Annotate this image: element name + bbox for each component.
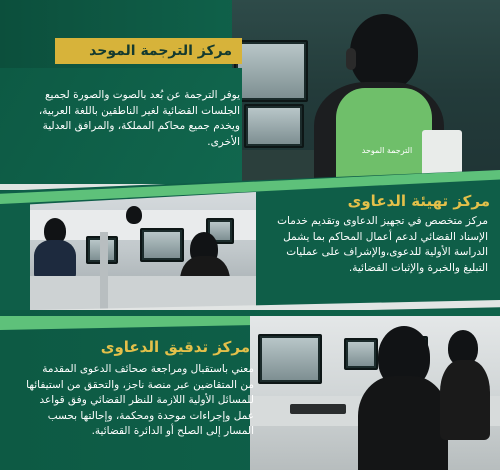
worker-vest: [336, 88, 432, 184]
section1-title: مركز الترجمة الموحد: [55, 38, 242, 64]
monitor-image: [244, 104, 304, 148]
section1-photo: [232, 0, 500, 184]
section1-body: يوفر الترجمة عن بُعد بالصوت والصورة لجميع الجلسات القضائية لغير الناطقين باللغة العربية، ويخدم جميع محاكم المملكة، والمرافق العدلية الأخرى.: [38, 89, 240, 148]
worker-body: [34, 240, 76, 280]
worker-head: [126, 206, 142, 224]
section2-photo: [30, 192, 256, 316]
partition-image: [100, 232, 108, 316]
keyboard-image: [290, 404, 346, 414]
worker-body: [358, 376, 448, 470]
worker-head: [350, 14, 418, 90]
section2-body: مركز متخصص في تجهيز الدعاوى وتقديم خدمات الإسناد القضائي لدعم أعمال المحاكم بما يشمل الدراسة الأولية للدعوى،والإشراف على عمليات التبليغ والخبرة والإثبات القضائية.: [277, 215, 488, 274]
worker-body: [440, 360, 490, 440]
monitor-image: [140, 228, 184, 262]
monitor-image: [234, 40, 308, 102]
section3-body: معني باستقبال ومراجعة صحائف الدعوى المقدمة من المتقاضين عبر منصة ناجز، والتحقق من استيفائها للمسائل الأولية اللازمة للنظر القضائي وفق قواعد عمل وإجراءات موحدة ومحكمة، وإحالتها بحسب المسار إلى الصلح أو الدائرة القضائية.: [26, 363, 254, 437]
vest-text: الترجمة الموحد: [361, 146, 413, 155]
monitor-image: [344, 338, 378, 370]
headset-icon: [346, 48, 356, 70]
section3-photo: [250, 316, 500, 470]
section3-title: مركز تدقيق الدعاوى: [100, 338, 250, 356]
section2-title: مركز تهيئة الدعاوى: [347, 192, 490, 210]
monitor-image: [258, 334, 322, 384]
